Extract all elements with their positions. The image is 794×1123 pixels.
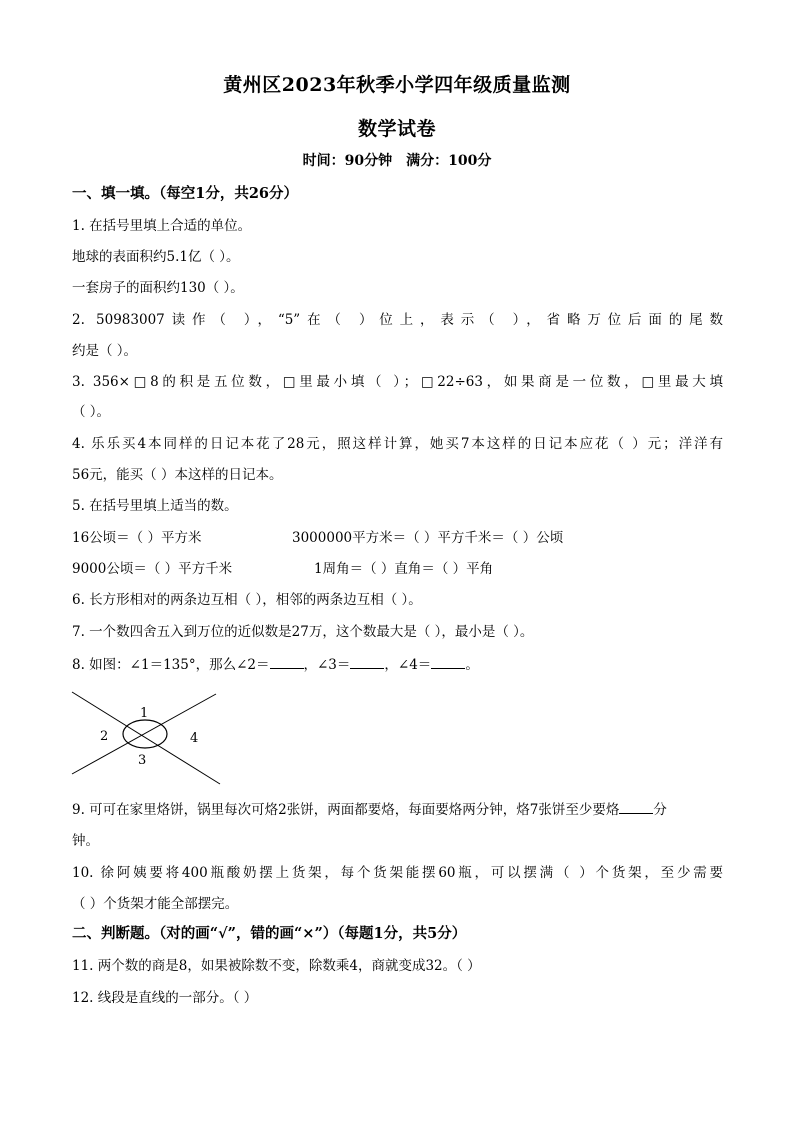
angle-label-2: 2 xyxy=(100,729,109,744)
q5-row2b: 1周角＝（ ）直角＝（ ）平角 xyxy=(314,561,494,577)
q9-prefix: 9. 可可在家里烙饼，锅里每次可烙2张饼，两面都要烙，每面要烙两分钟，烙7张饼至少要烙 xyxy=(72,802,620,818)
q8-blank-angle2[interactable] xyxy=(270,656,304,669)
exam-title: 黄州区2023年秋季小学四年级质量监测 xyxy=(223,74,571,96)
section-1-heading: 一、填一填。（每空1分，共26分） xyxy=(72,185,299,202)
q3-line2: （ ）。 xyxy=(72,404,111,420)
q9-line2: 钟。 xyxy=(72,833,99,849)
angle-figure xyxy=(60,688,240,792)
q5-row2a: 9000公顷＝（ ）平方千米 xyxy=(72,561,233,577)
exam-meta xyxy=(0,150,794,170)
q8-mid2: ，∠4＝ xyxy=(384,657,432,673)
q2-line1: 2. 50983007读作（ ），“5”在（ ）位上，表示（ ），省略万位后面的尾数 xyxy=(72,312,723,328)
exam-time: 时间：90分钟 xyxy=(302,153,393,169)
q8-mid1: ，∠3＝ xyxy=(303,657,351,673)
q8-blank-angle3[interactable] xyxy=(350,656,384,669)
q8-prefix: 8. 如图：∠1＝135°，那么∠2＝ xyxy=(72,657,270,673)
angle-diagram xyxy=(60,688,240,788)
section-2-heading: 二、判断题。（对的画“√”，错的画“×”）（每题1分，共5分） xyxy=(72,925,467,942)
q9-blank[interactable] xyxy=(619,801,653,814)
q7: 7. 一个数四舍五入到万位的近似数是27万，这个数最大是（ ），最小是（ ）。 xyxy=(72,624,534,640)
q8-line xyxy=(72,653,479,673)
q6: 6. 长方形相对的两条边互相（ ），相邻的两条边互相（ ）。 xyxy=(72,592,422,608)
q12: 12. 线段是直线的一部分。（ ） xyxy=(72,990,258,1006)
q5-stem: 5. 在括号里填上适当的数。 xyxy=(72,498,238,514)
q8-blank-angle4[interactable] xyxy=(431,656,465,669)
q1-b: 一套房子的面积约130（ ）。 xyxy=(72,280,244,296)
q1-stem: 1. 在括号里填上合适的单位。 xyxy=(72,218,252,234)
angle-label-3: 3 xyxy=(138,753,147,768)
exam-score: 满分：100分 xyxy=(406,153,492,169)
q11: 11. 两个数的商是8，如果被除数不变，除数乘4，商就变成32。（ ） xyxy=(72,958,481,974)
q1-a: 地球的表面积约5.1亿（ ）。 xyxy=(72,249,240,265)
q5-row1b: 3000000平方米＝（ ）平方千米＝（ ）公顷 xyxy=(292,530,564,546)
q5-row1a: 16公顷＝（ ）平方米 xyxy=(72,530,202,546)
q8-end: 。 xyxy=(465,657,479,673)
q2-line2: 约是（ ）。 xyxy=(72,343,138,359)
exam-subtitle: 数学试卷 xyxy=(357,118,436,140)
q4-line1: 4. 乐乐买4本同样的日记本花了28元，照这样计算，她买7本这样的日记本应花（ ）元；洋洋有 xyxy=(72,436,723,452)
angle-label-1: 1 xyxy=(140,706,149,721)
q3-line1: 3. 356×□8的积是五位数，□里最小填（ ）；□22÷63，如果商是一位数，□里最大填 xyxy=(72,374,723,390)
q10-line1: 10. 徐阿姨要将400瓶酸奶摆上货架，每个货架能摆60瓶，可以摆满（ ）个货架，至少需要 xyxy=(72,865,723,881)
q9-line1 xyxy=(72,798,667,818)
angle-label-4: 4 xyxy=(190,731,199,746)
q10-line2: （ ）个货架才能全部摆完。 xyxy=(72,896,239,912)
q4-line2: 56元，能买（ ）本这样的日记本。 xyxy=(72,467,283,483)
q9-suffix: 分 xyxy=(653,802,667,818)
